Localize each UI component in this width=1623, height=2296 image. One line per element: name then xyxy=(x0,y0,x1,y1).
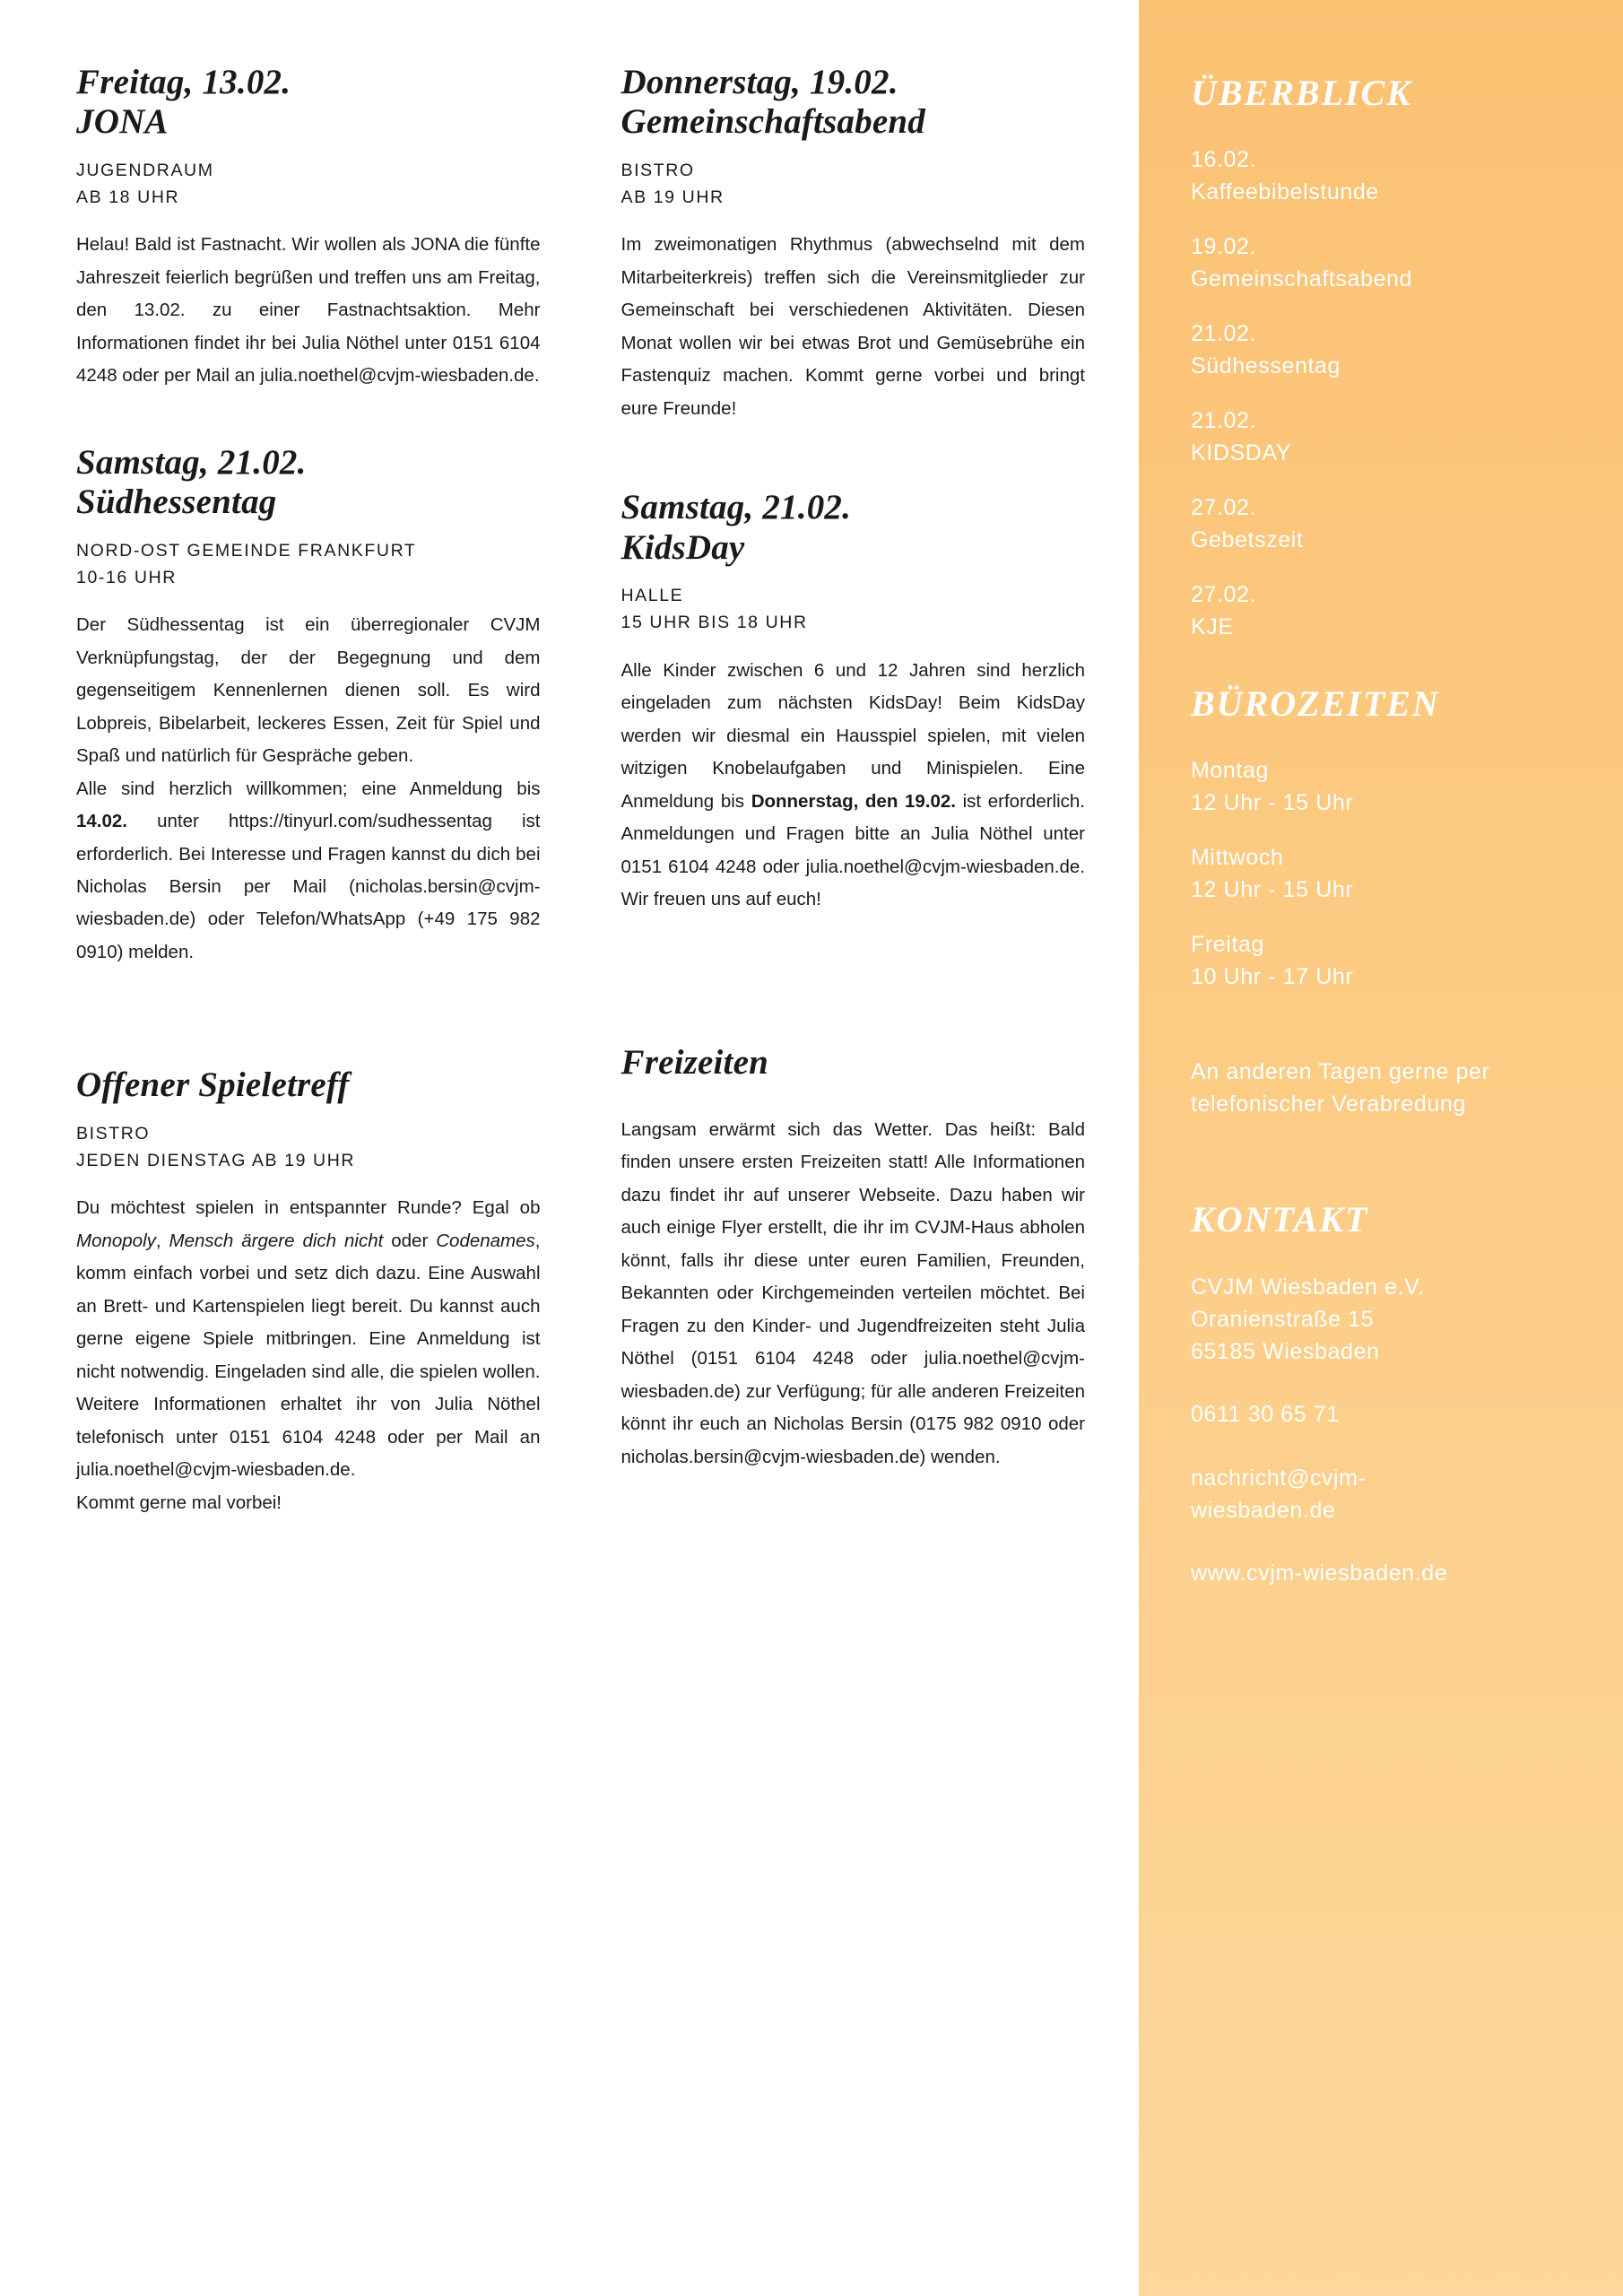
event-description: Helau! Bald ist Fastnacht. Wir wollen als JONA die fünfte Jahreszeit feierlich begrüßen und treffen uns am Freitag, den 13.02. zu einer Fastnachtsaktion. Mehr Informationen findet ihr bei Julia Nöthel unter 0151 6104 4248 oder per Mail an julia.noethel@cvjm-wiesbaden.de. xyxy=(76,234,541,387)
event-location: JUGENDRAUM xyxy=(76,160,214,180)
overview-item-label: Gebetszeit xyxy=(1191,526,1304,552)
event-title-line2: KidsDay xyxy=(621,527,745,567)
event-title xyxy=(621,488,1086,568)
event-description xyxy=(621,655,1086,917)
sidebar-heading-overview: ÜBERBLICK xyxy=(1191,73,1412,113)
contact-email[interactable] xyxy=(1191,1462,1574,1527)
event-location: BISTRO xyxy=(76,1123,151,1144)
overview-item-label: Südhessentag xyxy=(1191,352,1341,378)
overview-item xyxy=(1191,144,1574,208)
office-hours-item xyxy=(1191,842,1574,906)
column-spacer xyxy=(76,1019,541,1065)
event-time: 15 UHR BIS 18 UHR xyxy=(621,613,808,633)
overview-item xyxy=(1191,492,1574,556)
office-hours-item xyxy=(1191,929,1574,993)
office-hours-day: Freitag xyxy=(1191,932,1265,957)
sidebar xyxy=(1139,0,1623,2296)
contact-website[interactable]: www.cvjm-wiesbaden.de xyxy=(1191,1561,1448,1586)
text-part-1: Du möchtest spielen in entspannter Runde? Egal ob xyxy=(76,1197,541,1219)
contact-email-line2: wiesbaden.de xyxy=(1191,1497,1336,1523)
text-part-2: ist erforderlich. Anmeldungen und Fragen bitte an Julia Nöthel unter 0151 6104 4248 oder julia.noethel@cvjm-wiesbaden.de. Wir freuen uns auf euch! xyxy=(621,790,1085,909)
overview-item xyxy=(1191,579,1574,643)
event-gemeinschaftsabend xyxy=(621,63,1086,425)
contact-street: Oranienstraße 15 xyxy=(1191,1306,1375,1332)
office-hours-note: An anderen Tagen gerne per telefonischer Verabredung xyxy=(1191,1059,1490,1118)
game-name-3: Codenames xyxy=(436,1230,535,1251)
contact-email-line1: nachricht@cvjm- xyxy=(1191,1465,1367,1491)
overview-item-date: 21.02. xyxy=(1191,408,1257,433)
deadline-date: Donnerstag, den 19.02. xyxy=(751,790,956,812)
event-title xyxy=(621,1043,1086,1083)
event-description: Langsam erwärmt sich das Wetter. Das heißt: Bald finden unsere ersten Freizeiten statt! Alle Informationen dazu findet ihr auf unserer Webseite. Dazu haben wir auch einige Flyer erstellt, die ihr im CVJM-Haus abholen könnt, falls ihr diese unter euren Familien, Freunden, Bekannten oder Kirchgemeinden verteilen möchtet. Bei Fragen zu den Kinder- und Jugendfreizeiten steht Julia Nöthel (0151 6104 4248 oder julia.noethel@cvjm-wiesbaden.de) zur Verfügung; für alle anderen Freizeiten könnt ihr euch an Nicholas Bersin (0175 982 0910 oder nicholas.bersin@cvjm-wiesbaden.de) wenden. xyxy=(621,1118,1085,1467)
event-description: Der Südhessentag ist ein überregionaler CVJM Verknüpfungstag, der der Begegnung und dem gegenseitigem Kennenlernen dienen soll. Es wird Lobpreis, Bibelarbeit, leckeres Essen, Zeit für Spiel und Spaß und natürlich für Gespräche geben. xyxy=(76,614,541,767)
event-time: JEDEN DIENSTAG AB 19 UHR xyxy=(76,1151,356,1171)
event-time: 10-16 UHR xyxy=(76,567,177,587)
event-closing-line: Kommt gerne mal vorbei! xyxy=(76,1492,282,1513)
event-meta xyxy=(621,582,1086,636)
event-location: HALLE xyxy=(621,586,684,606)
text-part-2: , xyxy=(155,1230,169,1251)
contact-city: 65185 Wiesbaden xyxy=(1191,1339,1380,1364)
event-time: AB 19 UHR xyxy=(621,187,725,208)
event-meta xyxy=(76,157,541,211)
content-column-right xyxy=(621,63,1086,2260)
event-title-line1: Samstag, 21.02. xyxy=(621,488,852,527)
sidebar-heading-contact: KONTAKT xyxy=(1191,1198,1369,1239)
event-description-2 xyxy=(76,773,541,970)
event-meta xyxy=(76,1120,541,1174)
text-part-3: oder xyxy=(383,1230,437,1251)
event-title-line2: Gemeinschaftsabend xyxy=(621,102,925,142)
text-part-1: Alle sind herzlich willkommen; eine Anmeldung bis xyxy=(76,778,541,799)
event-time: AB 18 UHR xyxy=(76,187,180,208)
sidebar-heading-office-hours: BÜROZEITEN xyxy=(1191,683,1440,724)
event-meta xyxy=(76,537,541,591)
event-freizeiten xyxy=(621,1043,1086,1474)
event-jona xyxy=(76,63,541,393)
text-part-2: unter https://tinyurl.com/sudhessentag ist erforderlich. Bei Interesse und Fragen kannst du dich bei Nicholas Bersin per Mail (nicholas.bersin@cvjm-wiesbaden.de) oder Telefon/WhatsApp (+49 175 982 0910) melden. xyxy=(76,811,541,962)
event-meta xyxy=(621,157,1086,211)
event-title-line2: JONA xyxy=(76,102,169,142)
overview-item xyxy=(1191,231,1574,295)
office-hours-day: Montag xyxy=(1191,758,1269,783)
event-location: NORD-OST GEMEINDE FRANKFURT xyxy=(76,540,417,561)
event-title xyxy=(76,443,541,523)
overview-item xyxy=(1191,318,1574,382)
content-column-left xyxy=(76,63,541,2260)
game-name-2: Mensch ärgere dich nicht xyxy=(169,1230,384,1251)
office-hours-time: 10 Uhr - 17 Uhr xyxy=(1191,963,1354,989)
overview-item-label: KJE xyxy=(1191,613,1234,639)
event-location: BISTRO xyxy=(621,160,695,180)
game-name-1: Monopoly xyxy=(76,1230,156,1251)
overview-item xyxy=(1191,405,1574,469)
office-hours-day: Mittwoch xyxy=(1191,845,1284,870)
event-kidsday xyxy=(621,488,1086,916)
office-hours-time: 12 Uhr - 15 Uhr xyxy=(1191,876,1354,902)
text-part-1: Alle Kinder zwischen 6 und 12 Jahren sind herzlich eingeladen zum nächsten KidsDay! Beim KidsDay werden wir diesmal ein Hausspiel spielen, mit vielen witzigen Knobelaufgaben und Minispielen. Eine Anmeldung bis xyxy=(621,659,1085,812)
event-description xyxy=(76,1192,541,1486)
event-title xyxy=(76,1065,541,1105)
overview-item-date: 27.02. xyxy=(1191,495,1257,520)
contact-org: CVJM Wiesbaden e.V. xyxy=(1191,1274,1425,1300)
overview-item-label: KIDSDAY xyxy=(1191,439,1292,465)
event-title-line1: Offener Spieletreff xyxy=(76,1065,350,1105)
text-part-4: , komm einfach vorbei und setz dich dazu. Eine Auswahl an Brett- und Kartenspielen liegt bereit. Du kannst auch gerne eigene Spiele mitbringen. Eine Anmeldung ist nicht notwendig. Eingeladen sind alle, die spielen wollen. Weitere Informationen erhaltet ihr von Julia Nöthel telefonisch unter 0151 6104 4248 oder per Mail an julia.noethel@cvjm-wiesbaden.de. xyxy=(76,1230,541,1481)
overview-item-label: Kaffeebibelstunde xyxy=(1191,178,1379,204)
column-spacer xyxy=(621,966,1086,1043)
event-title xyxy=(621,63,1086,143)
deadline-date: 14.02. xyxy=(76,811,127,832)
event-suedhessentag xyxy=(76,443,541,970)
office-hours-item xyxy=(1191,755,1574,819)
overview-item-date: 21.02. xyxy=(1191,321,1257,346)
event-title-line1: Donnerstag, 19.02. xyxy=(621,63,898,101)
overview-item-label: Gemeinschaftsabend xyxy=(1191,265,1413,291)
event-title-line1: Samstag, 21.02. xyxy=(76,442,307,482)
event-title-line1: Freizeiten xyxy=(621,1043,768,1083)
overview-item-date: 27.02. xyxy=(1191,582,1257,607)
event-title-line2: Südhessentag xyxy=(76,483,277,522)
office-hours-time: 12 Uhr - 15 Uhr xyxy=(1191,789,1354,815)
overview-item-date: 16.02. xyxy=(1191,147,1257,172)
event-offener-spieletreff xyxy=(76,1065,541,1519)
contact-phone[interactable]: 0611 30 65 71 xyxy=(1191,1402,1340,1428)
event-description: Im zweimonatigen Rhythmus (abwechselnd mit dem Mitarbeiterkreis) treffen sich die Vereinsmitglieder zur Gemeinschaft bei verschiedenen Aktivitäten. Diesen Monat wollen wir bei etwas Brot und Gemüsebrühe ein Fastenquiz machen. Kommt gerne vorbei und bringt eure Freunde! xyxy=(621,234,1085,419)
contact-address xyxy=(1191,1271,1574,1369)
event-title xyxy=(76,63,541,143)
overview-item-date: 19.02. xyxy=(1191,234,1257,259)
event-title-line1: Freitag, 13.02. xyxy=(76,63,291,101)
column-spacer xyxy=(621,475,1086,488)
